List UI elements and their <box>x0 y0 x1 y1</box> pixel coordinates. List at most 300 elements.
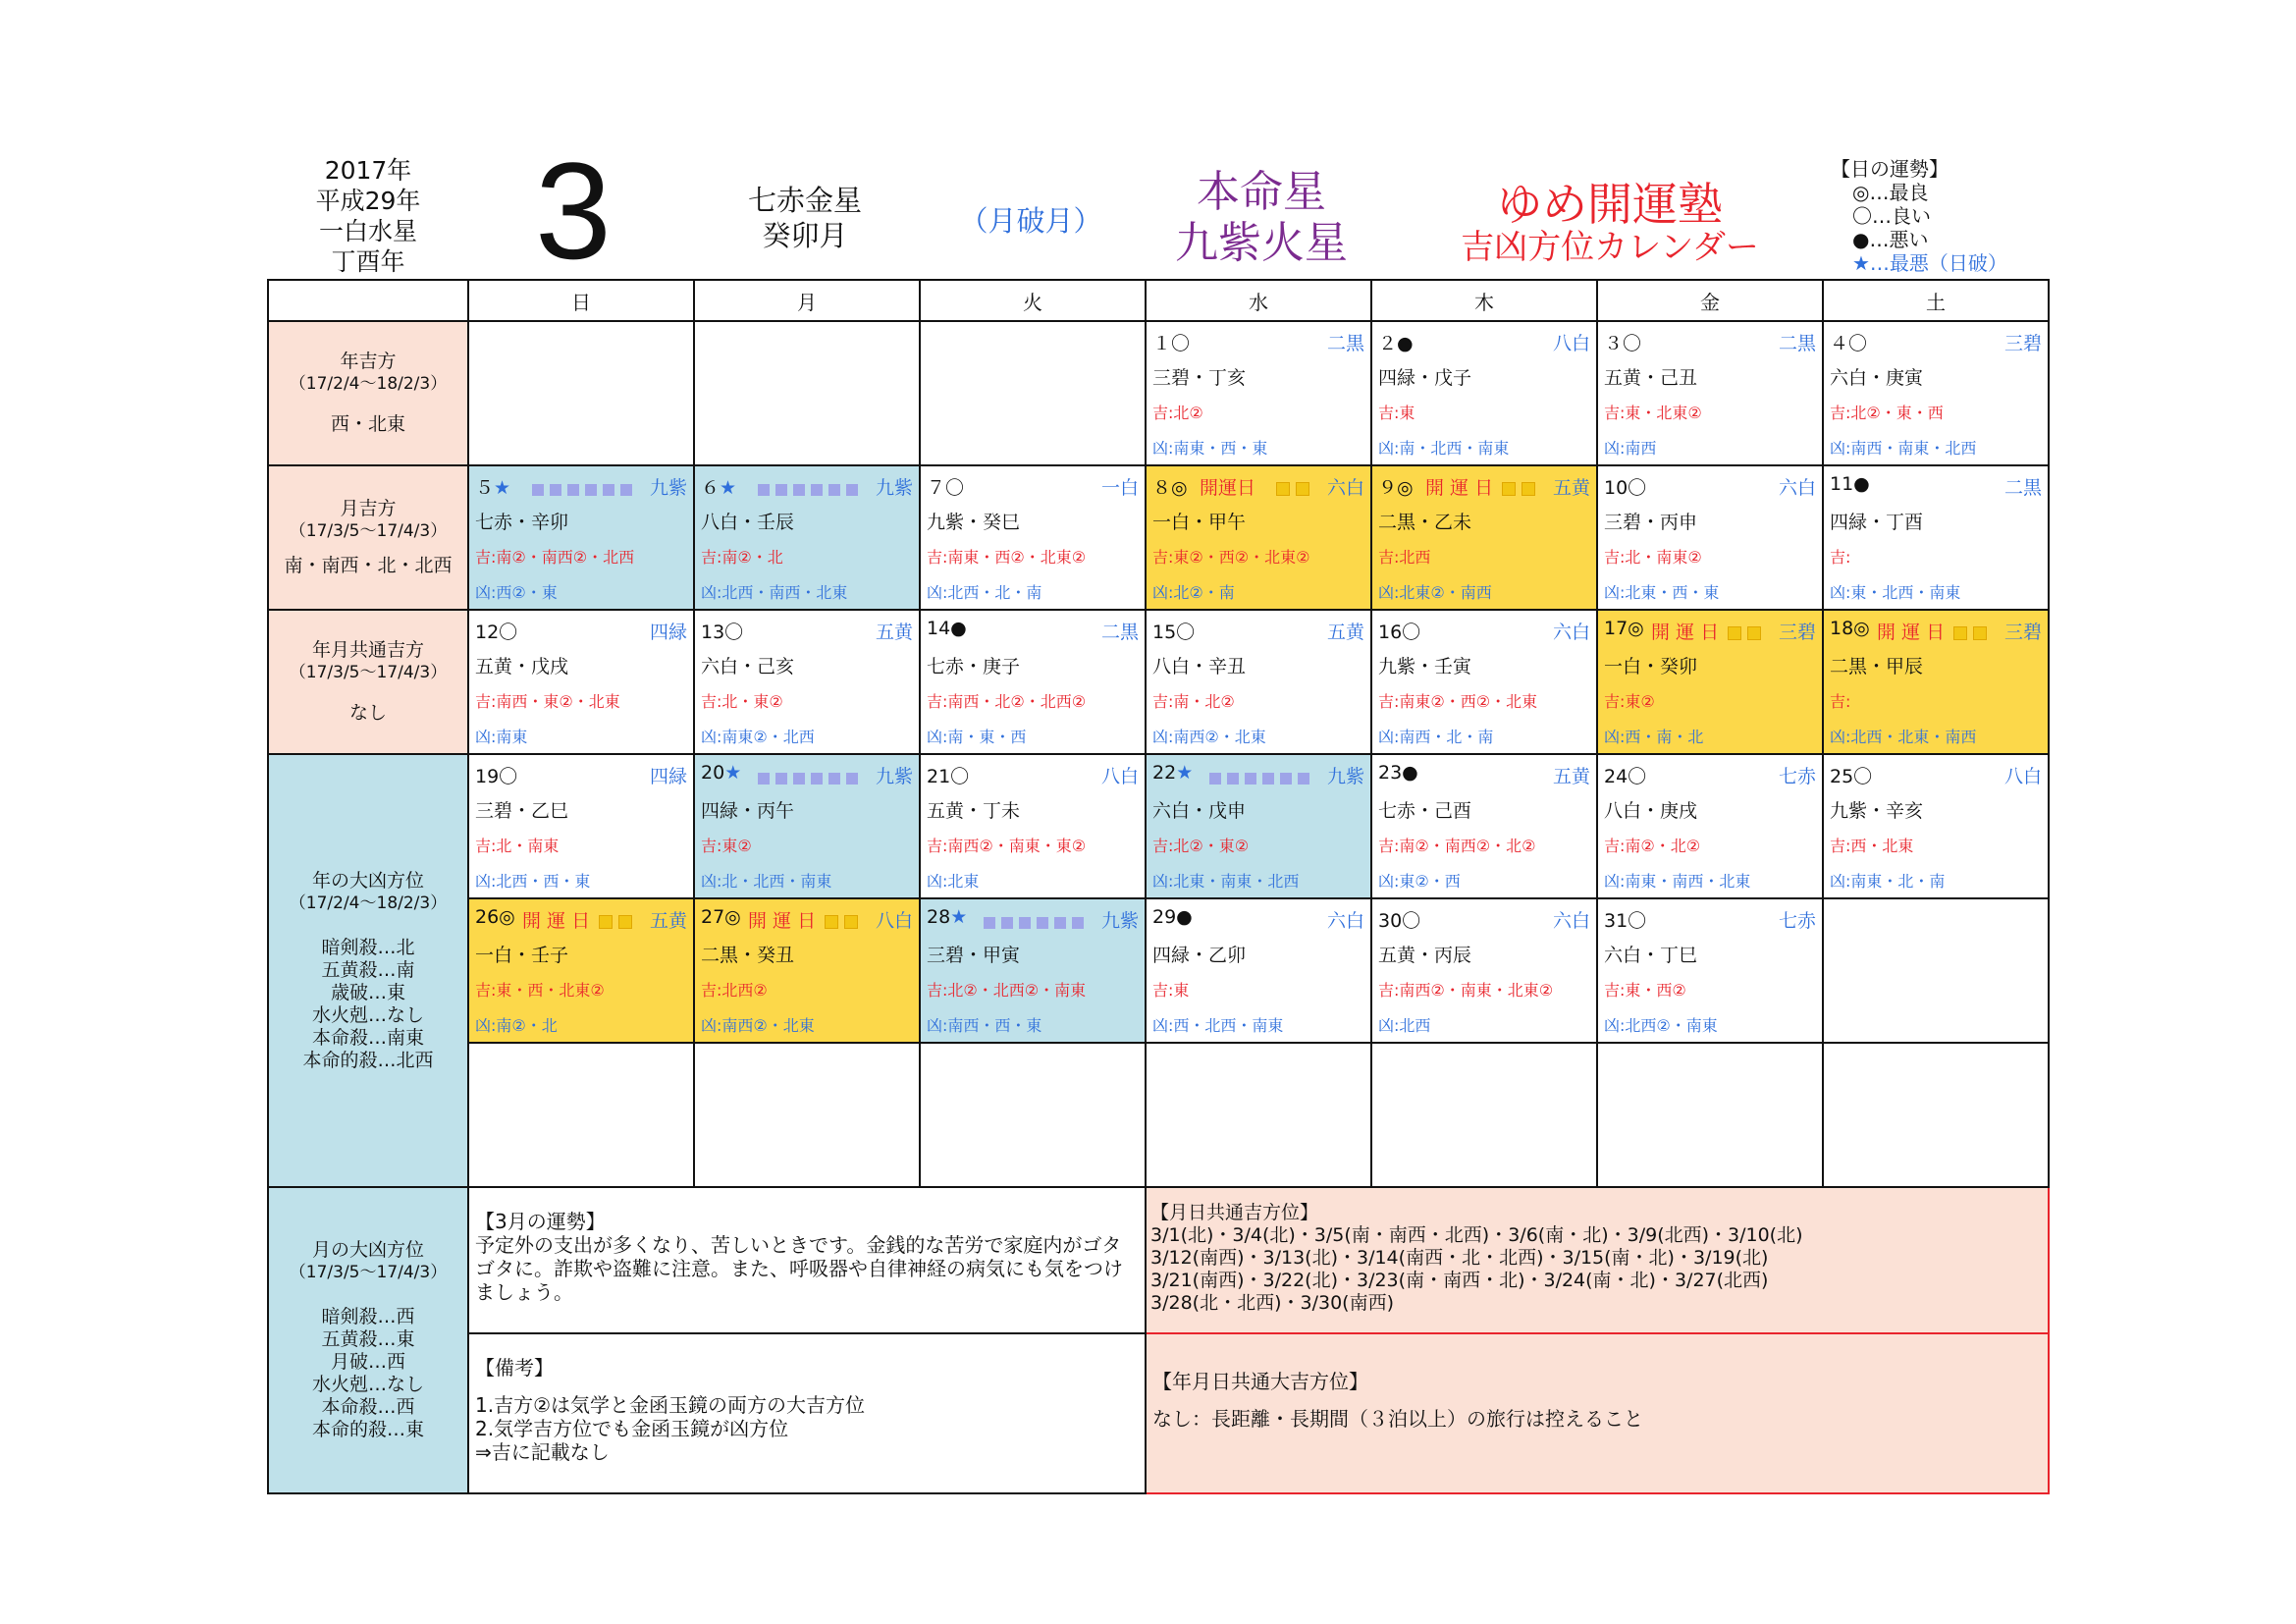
day-unlucky: 凶:南西②・北東 <box>1152 728 1266 746</box>
honmei-line: 本命星 <box>1197 167 1326 217</box>
side-title: 月の大凶方位 <box>311 1239 424 1261</box>
month-fortune <box>468 1187 1146 1333</box>
day-star: 九紫 <box>1326 766 1364 787</box>
day-star: 九紫 <box>875 766 913 787</box>
side-year-lucky <box>268 321 468 465</box>
day-header <box>1378 618 1590 643</box>
notes-line: 1.吉方②は気学と金函玉鏡の両方の大吉方位 <box>475 1393 866 1417</box>
day-star: 二黒 <box>1778 333 1816 354</box>
side-body: 暗剣殺…西 <box>321 1306 415 1327</box>
day-ganzhi: 五黄・丙辰 <box>1378 945 1472 966</box>
sq-mark <box>793 484 805 496</box>
side-body: 水火剋…なし <box>311 1374 424 1395</box>
day-header <box>475 618 687 643</box>
day-lucky: 吉:南②・南西②・北② <box>1378 837 1536 855</box>
common-line: 3/1(北)・3/4(北)・3/5(南・南西・北西)・3/6(南・北)・3/9(北西)・3/10(北) <box>1150 1224 1803 1246</box>
day-ganzhi: 二黒・癸丑 <box>701 945 795 966</box>
day-header <box>1152 329 1364 354</box>
side-common-lucky <box>268 610 468 754</box>
day-lucky: 吉:北西② <box>701 981 768 1000</box>
sq-mark <box>1298 773 1309 785</box>
day-ganzhi: 五黄・丁未 <box>927 800 1021 822</box>
sq-mark <box>1245 773 1256 785</box>
side-body: なし <box>348 702 387 724</box>
day-cell <box>1823 465 2049 610</box>
empty-cell <box>468 321 694 465</box>
day-lucky: 吉:東・西② <box>1604 981 1686 1000</box>
sq-mark <box>1227 773 1239 785</box>
weekday-header: 金 <box>1597 280 1823 321</box>
day-lucky: 吉:東② <box>701 837 752 855</box>
day-number: 13〇 <box>701 622 744 643</box>
day-unlucky: 凶:南西 <box>1604 439 1657 458</box>
day-ganzhi: 四緑・丙午 <box>701 800 795 822</box>
day-unlucky: 凶:東・北西・南東 <box>1830 583 1961 602</box>
sq-mark <box>620 484 632 496</box>
notes-box <box>468 1333 1146 1493</box>
day-header <box>1378 762 1590 787</box>
sq-mark <box>532 484 544 496</box>
day-unlucky: 凶:南西・北・南 <box>1378 728 1494 746</box>
side-month-lucky <box>268 465 468 610</box>
day-star: 七赤 <box>1778 910 1816 932</box>
day-ganzhi: 一白・癸卯 <box>1604 656 1698 677</box>
day-star: 三碧 <box>1778 622 1816 643</box>
day-unlucky: 凶:東②・西 <box>1378 872 1461 891</box>
day-ganzhi: 二黒・甲辰 <box>1830 656 1924 677</box>
day-lucky: 吉:東② <box>1604 692 1655 711</box>
month-star-line: 七赤金星 <box>747 184 862 217</box>
day-star: 六白 <box>1552 622 1590 643</box>
day-header <box>1604 906 1816 932</box>
day-header <box>1378 473 1590 499</box>
day-header <box>1604 762 1816 787</box>
day-number: 24〇 <box>1604 766 1647 787</box>
kaiun-label: 開運日 <box>1200 477 1256 499</box>
day-number: １〇 <box>1152 333 1191 354</box>
day-ganzhi: 七赤・庚子 <box>927 656 1021 677</box>
corner-cell <box>268 280 468 321</box>
day-header <box>927 618 1139 643</box>
day-lucky: 吉: <box>1830 548 1851 567</box>
day-lucky: 吉:南東・西②・北東② <box>927 548 1087 567</box>
day-header <box>701 473 913 499</box>
sq-mark <box>775 773 787 785</box>
day-unlucky: 凶:南東・北・南 <box>1830 872 1946 891</box>
day-header <box>927 762 1139 787</box>
sq-mark <box>618 915 632 929</box>
sq-mark <box>585 484 597 496</box>
day-cell <box>1146 610 1371 754</box>
square-marks <box>532 479 638 501</box>
sq-mark <box>567 484 579 496</box>
square-marks <box>599 912 638 934</box>
square-marks <box>1953 623 1993 645</box>
day-number: 22★ <box>1152 762 1194 784</box>
day-unlucky: 凶:北西 <box>1378 1016 1431 1035</box>
day-header <box>475 762 687 787</box>
sq-mark <box>984 917 995 929</box>
day-number: 11● <box>1830 473 1870 495</box>
day-header <box>1604 329 1816 354</box>
honmei-star <box>1148 167 1374 269</box>
day-ganzhi: 八白・辛丑 <box>1152 656 1247 677</box>
day-lucky: 吉:南西②・南東・東② <box>927 837 1087 855</box>
day-number: 31〇 <box>1604 910 1647 932</box>
sq-mark <box>828 484 840 496</box>
empty-cell <box>1597 1043 1823 1187</box>
day-unlucky: 凶:北西・南西・北東 <box>701 583 848 602</box>
day-cell <box>694 465 920 610</box>
day-lucky: 吉:南西・東②・北東 <box>475 692 620 711</box>
day-lucky: 吉:西・北東 <box>1830 837 1914 855</box>
day-unlucky: 凶:北②・南 <box>1152 583 1235 602</box>
great-lucky-box <box>1146 1333 2049 1493</box>
day-lucky: 吉:南西・北②・北西② <box>927 692 1087 711</box>
sq-mark <box>844 915 858 929</box>
day-header <box>475 473 687 499</box>
honmei-line: 九紫火星 <box>1175 218 1348 268</box>
side-period: （17/3/5～17/4/3） <box>289 1263 448 1282</box>
sq-mark <box>793 773 805 785</box>
day-header <box>1604 473 1816 499</box>
square-marks <box>758 768 864 789</box>
fortune-text: 予定外の支出が多くなり、苦しいときです。金銭的な苦労で家庭内がゴタゴタに。詐欺や盗難に注意。また、呼吸器や自律神経の病気にも気をつけましょう。 <box>475 1233 1123 1304</box>
day-number: 30〇 <box>1378 910 1421 932</box>
day-star: 六白 <box>1326 910 1364 932</box>
day-header <box>1378 906 1590 932</box>
day-header <box>701 762 913 787</box>
day-lucky: 吉:南②・北 <box>701 548 783 567</box>
square-marks <box>1276 479 1315 501</box>
sq-mark <box>1280 773 1292 785</box>
day-lucky: 吉:北・南東 <box>475 837 560 855</box>
day-number: 14● <box>927 618 967 639</box>
sq-mark <box>775 484 787 496</box>
sq-mark <box>1054 917 1066 929</box>
day-star: 二黒 <box>2003 477 2042 499</box>
empty-cell <box>1146 1043 1371 1187</box>
day-number: 12〇 <box>475 622 518 643</box>
common-line: 3/21(南西)・3/22(北)・3/23(南・南西・北)・3/24(南・北)・3/27(北西) <box>1150 1270 1769 1291</box>
day-header <box>1830 618 2042 643</box>
legend <box>1831 157 2007 275</box>
day-header <box>1152 906 1364 932</box>
day-ganzhi: 三碧・乙巳 <box>475 800 569 822</box>
day-header <box>475 906 687 932</box>
day-number: ３〇 <box>1604 333 1642 354</box>
sq-mark <box>1262 773 1274 785</box>
day-lucky: 吉:北西 <box>1378 548 1431 567</box>
sq-mark <box>1728 626 1741 640</box>
day-cell <box>1823 610 2049 754</box>
day-lucky: 吉:北②・東・西 <box>1830 404 1944 422</box>
side-year-bad <box>268 754 468 1187</box>
brand-subtitle: 吉凶方位カレンダー <box>1461 228 1759 267</box>
square-marks <box>1728 623 1767 645</box>
empty-cell <box>694 1043 920 1187</box>
day-number: 27◎ <box>701 906 741 928</box>
side-body: 暗剣殺…北 <box>321 936 415 958</box>
day-unlucky: 凶:北西・北東・南西 <box>1830 728 1977 746</box>
notes-line: 2.気学吉方位でも金函玉鏡が凶方位 <box>475 1417 789 1440</box>
notes-title: 【備考】 <box>475 1356 554 1380</box>
day-cell <box>468 465 694 610</box>
side-period: （17/3/5～17/4/3） <box>289 521 448 541</box>
day-unlucky: 凶:南東②・北西 <box>701 728 815 746</box>
day-lucky: 吉:東 <box>1378 404 1415 422</box>
sq-mark <box>825 915 838 929</box>
day-unlucky: 凶:南西・西・東 <box>927 1016 1042 1035</box>
day-header <box>701 618 913 643</box>
day-cell <box>694 898 920 1043</box>
day-number: 23● <box>1378 762 1418 784</box>
kaiun-label: 開 運 日 <box>748 910 817 932</box>
sq-mark <box>846 484 858 496</box>
day-unlucky: 凶:北東・南東・北西 <box>1152 872 1300 891</box>
empty-cell <box>1823 898 2049 1043</box>
day-star: 五黄 <box>649 910 687 932</box>
side-title: 年吉方 <box>340 351 397 372</box>
day-cell <box>468 898 694 1043</box>
day-header <box>701 906 913 932</box>
sq-mark <box>1001 917 1013 929</box>
sq-mark <box>1276 482 1290 496</box>
day-star: 七赤 <box>1778 766 1816 787</box>
day-ganzhi: 八白・庚戌 <box>1604 800 1698 822</box>
day-cell <box>1597 465 1823 610</box>
sq-mark <box>846 773 858 785</box>
day-number: ９◎ <box>1378 477 1414 499</box>
empty-cell <box>920 1043 1146 1187</box>
day-number: 19〇 <box>475 766 518 787</box>
day-header <box>927 473 1139 499</box>
legend-item: ●…悪い <box>1852 228 1929 251</box>
day-cell <box>1823 754 2049 898</box>
day-star: 六白 <box>1778 477 1816 499</box>
day-number: ２● <box>1378 333 1414 354</box>
common-line: 3/12(南西)・3/13(北)・3/14(南西・北・北西)・3/15(南・北)・3/19(北) <box>1150 1247 1769 1269</box>
square-marks <box>758 479 864 501</box>
day-lucky: 吉:東②・西②・北東② <box>1152 548 1310 567</box>
day-lucky: 吉:北②・東② <box>1152 837 1250 855</box>
day-cell <box>1597 610 1823 754</box>
day-unlucky: 凶:南②・北 <box>475 1016 558 1035</box>
day-header <box>1830 762 2042 787</box>
day-ganzhi: 四緑・乙卯 <box>1152 945 1247 966</box>
day-cell <box>1823 321 2049 465</box>
brand-title: ゆめ開運塾 <box>1497 178 1723 231</box>
day-ganzhi: 七赤・辛卯 <box>475 512 569 533</box>
day-cell <box>1597 321 1823 465</box>
day-number: 21〇 <box>927 766 970 787</box>
side-period: （17/2/4～18/2/3） <box>289 893 448 913</box>
day-cell <box>1597 898 1823 1043</box>
day-ganzhi: 二黒・乙未 <box>1378 512 1472 533</box>
day-lucky: 吉:東・西・北東② <box>475 981 605 1000</box>
side-body: 西・北東 <box>330 413 405 435</box>
day-cell <box>1371 898 1597 1043</box>
sq-mark <box>811 773 823 785</box>
kaiun-label: 開 運 日 <box>1425 477 1494 499</box>
day-cell <box>1371 321 1597 465</box>
day-unlucky: 凶:北西・西・東 <box>475 872 591 891</box>
day-star: 二黒 <box>1100 622 1139 643</box>
year-line: 2017年 <box>324 156 412 185</box>
day-number: ８◎ <box>1152 477 1188 499</box>
side-body: 水火剋…なし <box>311 1003 424 1026</box>
day-ganzhi: 九紫・辛亥 <box>1830 800 1924 822</box>
weekday-header: 木 <box>1371 280 1597 321</box>
empty-cell <box>1823 1043 2049 1187</box>
legend-title: 【日の運勢】 <box>1831 157 1949 181</box>
legend-item: ★…最悪（日破） <box>1852 251 2007 275</box>
side-body: 歳破…東 <box>330 981 405 1003</box>
day-cell <box>1146 465 1371 610</box>
day-number: 10〇 <box>1604 477 1647 499</box>
day-lucky: 吉:南②・南西②・北西 <box>475 548 635 567</box>
day-cell <box>1371 465 1597 610</box>
year-line: 平成29年 <box>315 187 421 215</box>
day-star: 二黒 <box>1326 333 1364 354</box>
empty-cell <box>694 321 920 465</box>
notes-line: ⇒吉に記載なし <box>475 1440 610 1464</box>
common-title: 【月日共通吉方位】 <box>1150 1202 1319 1223</box>
sq-mark <box>811 484 823 496</box>
day-cell <box>920 465 1146 610</box>
day-lucky: 吉:北・南東② <box>1604 548 1702 567</box>
day-ganzhi: 九紫・壬寅 <box>1378 656 1472 677</box>
day-star: 五黄 <box>875 622 913 643</box>
day-ganzhi: 五黄・己丑 <box>1604 367 1698 389</box>
day-star: 六白 <box>1326 477 1364 499</box>
day-number: 25〇 <box>1830 766 1873 787</box>
weekday-header: 水 <box>1146 280 1371 321</box>
sq-mark <box>550 484 561 496</box>
day-star: 五黄 <box>1326 622 1364 643</box>
side-month-bad <box>268 1187 468 1493</box>
day-unlucky: 凶:北西・北・南 <box>927 583 1042 602</box>
day-ganzhi: 三碧・甲寅 <box>927 945 1021 966</box>
day-header <box>1152 473 1364 499</box>
day-ganzhi: 七赤・己酉 <box>1378 800 1472 822</box>
day-unlucky: 凶:南東・西・東 <box>1152 439 1268 458</box>
day-unlucky: 凶:西②・東 <box>475 583 558 602</box>
side-period: （17/3/5～17/4/3） <box>289 663 448 682</box>
side-period: （17/2/4～18/2/3） <box>289 374 448 394</box>
day-star: 四緑 <box>649 766 687 787</box>
day-cell <box>920 754 1146 898</box>
year-info <box>294 155 442 277</box>
sq-mark <box>1973 626 1987 640</box>
calendar-table <box>267 279 2050 1494</box>
day-unlucky: 凶:北・北西・南東 <box>701 872 832 891</box>
weekday-header: 火 <box>920 280 1146 321</box>
day-unlucky: 凶:南・東・西 <box>927 728 1027 746</box>
day-ganzhi: 八白・壬辰 <box>701 512 795 533</box>
sq-mark <box>828 773 840 785</box>
day-unlucky: 凶:北東・西・東 <box>1604 583 1720 602</box>
day-number: 17◎ <box>1604 618 1644 639</box>
day-header <box>1830 329 2042 354</box>
day-header <box>1152 762 1364 787</box>
empty-cell <box>468 1043 694 1187</box>
side-body: 本命的殺…東 <box>311 1419 424 1440</box>
day-lucky: 吉:東・北東② <box>1604 404 1702 422</box>
day-unlucky: 凶:南西②・北東 <box>701 1016 815 1035</box>
day-lucky: 吉:南②・北② <box>1604 837 1701 855</box>
legend-item: 〇…良い <box>1852 204 1931 228</box>
day-lucky: 吉:南東②・西②・北東 <box>1378 692 1538 711</box>
side-body: 本命殺…南東 <box>311 1026 424 1049</box>
day-cell <box>468 610 694 754</box>
side-body: 五黄殺…東 <box>321 1328 415 1350</box>
sq-mark <box>1296 482 1309 496</box>
day-ganzhi: 九紫・癸巳 <box>927 512 1021 533</box>
day-star: 五黄 <box>1552 477 1590 499</box>
common-line: 3/28(北・北西)・3/30(南西) <box>1150 1292 1394 1314</box>
weekday-header: 月 <box>694 280 920 321</box>
day-ganzhi: 一白・壬子 <box>475 945 569 966</box>
kaiun-label: 開 運 日 <box>522 910 591 932</box>
day-lucky: 吉:北② <box>1152 404 1203 422</box>
day-cell <box>1371 610 1597 754</box>
weekday-header: 土 <box>1823 280 2049 321</box>
day-unlucky: 凶:南東・南西・北東 <box>1604 872 1751 891</box>
day-number: ７〇 <box>927 477 965 499</box>
sq-mark <box>603 484 614 496</box>
day-ganzhi: 四緑・丁酉 <box>1830 512 1924 533</box>
day-ganzhi: 六白・戊申 <box>1152 800 1247 822</box>
square-marks <box>825 912 864 934</box>
great-text: なし：長距離・長期間（３泊以上）の旅行は控えること <box>1152 1407 1643 1431</box>
day-ganzhi: 三碧・丁亥 <box>1152 367 1247 389</box>
day-cell <box>694 754 920 898</box>
empty-cell <box>1371 1043 1597 1187</box>
day-star: 五黄 <box>1552 766 1590 787</box>
fortune-title: 【3月の運勢】 <box>475 1210 606 1233</box>
day-unlucky: 凶:南東 <box>475 728 528 746</box>
day-cell <box>1146 754 1371 898</box>
day-number: 26◎ <box>475 906 515 928</box>
day-unlucky: 凶:北東②・南西 <box>1378 583 1492 602</box>
day-cell <box>1597 754 1823 898</box>
day-ganzhi: 六白・丁巳 <box>1604 945 1698 966</box>
day-cell <box>468 754 694 898</box>
sq-mark <box>1019 917 1031 929</box>
day-star: 八白 <box>1100 766 1139 787</box>
sq-mark <box>1953 626 1967 640</box>
sq-mark <box>1747 626 1761 640</box>
day-star: 九紫 <box>649 477 687 499</box>
day-star: 三碧 <box>2003 622 2042 643</box>
day-lucky: 吉:北・東② <box>701 692 783 711</box>
year-line: 一白水星 <box>318 217 417 245</box>
month-star <box>726 183 883 253</box>
day-star: 九紫 <box>1100 910 1139 932</box>
sq-mark <box>758 773 770 785</box>
day-star: 八白 <box>2003 766 2042 787</box>
sq-mark <box>599 915 613 929</box>
day-star: 八白 <box>875 910 913 932</box>
day-number: 15〇 <box>1152 622 1196 643</box>
day-ganzhi: 六白・己亥 <box>701 656 795 677</box>
day-header <box>927 906 1139 932</box>
side-title: 月吉方 <box>340 498 397 519</box>
day-cell <box>920 898 1146 1043</box>
sq-mark <box>1209 773 1221 785</box>
day-number: 28★ <box>927 906 968 928</box>
